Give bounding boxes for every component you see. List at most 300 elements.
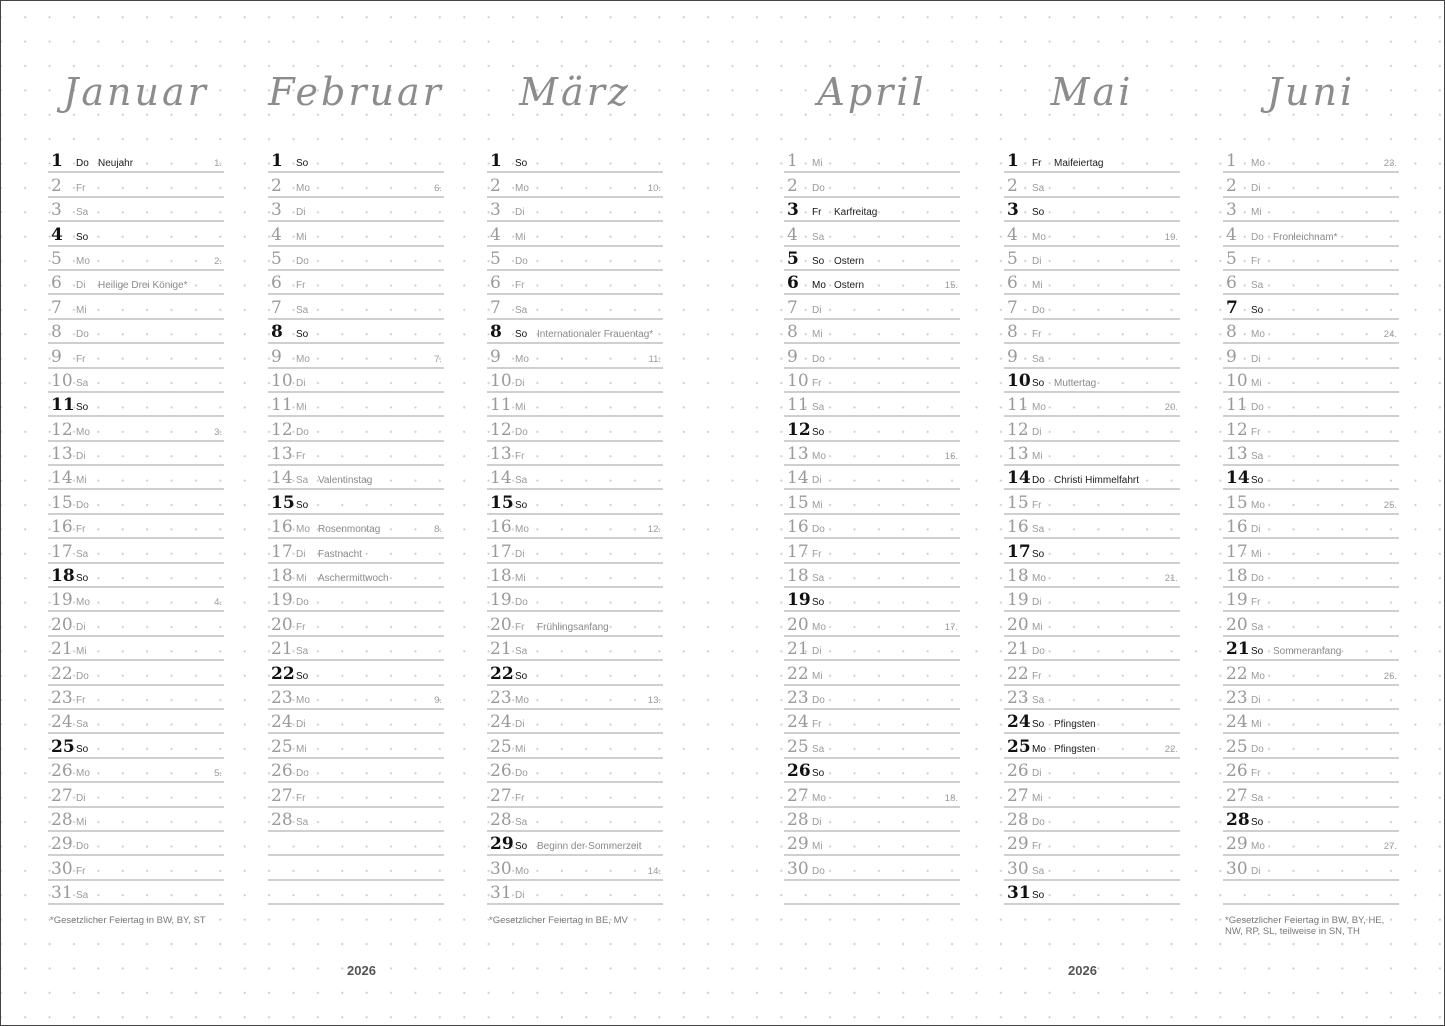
weekday-label: Fr — [1032, 670, 1042, 682]
day-number: 14 — [1226, 468, 1250, 489]
weekday-label: Di — [515, 890, 525, 902]
day-number: 25 — [271, 736, 293, 757]
weekday-label: So — [1032, 377, 1045, 389]
holiday-label: Aschermittwoch — [318, 573, 389, 585]
day-number: 2 — [1007, 175, 1018, 196]
day-row — [48, 881, 224, 905]
day-number: 18 — [51, 566, 75, 587]
day-number: 1 — [490, 151, 502, 172]
weekday-label: Do — [515, 768, 528, 780]
day-number: 11 — [51, 395, 75, 416]
day-number: 21 — [51, 639, 73, 660]
day-number: 18 — [490, 566, 512, 587]
day-row — [487, 320, 663, 344]
day-row — [48, 222, 224, 246]
day-row — [784, 222, 960, 246]
weekday-label: Sa — [296, 475, 309, 487]
day-number: 5 — [1007, 248, 1018, 269]
day-row — [1223, 612, 1399, 636]
day-row — [48, 588, 224, 612]
weekday-label: Sa — [1032, 524, 1045, 536]
weekday-label: Mi — [812, 158, 823, 170]
day-row — [48, 490, 224, 514]
day-number: 28 — [490, 809, 512, 830]
empty-day-row — [784, 881, 960, 905]
weekday-label: Sa — [1251, 621, 1264, 633]
day-number: 9 — [490, 346, 501, 367]
weekday-label: Di — [515, 377, 525, 389]
weekday-label: Mi — [296, 743, 307, 755]
day-number: 12 — [787, 419, 811, 440]
weekday-label: Do — [296, 768, 309, 780]
month-column-januar — [48, 57, 224, 926]
day-number: 12 — [1007, 419, 1029, 440]
day-row — [48, 466, 224, 490]
day-number: 27 — [490, 785, 512, 806]
month-title: Februar — [268, 70, 444, 114]
day-row — [784, 686, 960, 710]
day-row — [487, 759, 663, 783]
weekday-label: Sa — [76, 890, 89, 902]
day-number: 7 — [490, 297, 501, 318]
day-row — [487, 295, 663, 319]
day-row — [784, 149, 960, 173]
day-row — [784, 490, 960, 514]
day-row — [268, 686, 444, 710]
day-number: 16 — [787, 517, 809, 538]
day-number: 11 — [1226, 395, 1248, 416]
weekday-label: So — [1251, 816, 1264, 828]
day-row — [1004, 344, 1180, 368]
day-row — [1223, 271, 1399, 295]
weekday-label: Di — [1251, 353, 1261, 365]
weekday-label: Di — [812, 304, 822, 316]
day-row — [1223, 222, 1399, 246]
day-row — [1223, 564, 1399, 588]
weekday-label: Mo — [515, 524, 529, 536]
weekday-label: Sa — [296, 816, 309, 828]
day-number: 11 — [490, 395, 512, 416]
day-row — [1004, 222, 1180, 246]
weekday-label: Fr — [1032, 841, 1042, 853]
day-number: 23 — [51, 687, 73, 708]
day-number: 31 — [490, 883, 512, 904]
day-row — [1004, 564, 1180, 588]
day-number: 25 — [787, 736, 809, 757]
day-number: 23 — [1007, 687, 1029, 708]
day-number: 1 — [1226, 151, 1237, 172]
weekday-label: So — [76, 743, 89, 755]
weekday-label: Do — [76, 329, 89, 341]
day-row — [1004, 710, 1180, 734]
holiday-label: Christi Himmelfahrt — [1054, 475, 1140, 487]
week-number: 26. — [1383, 670, 1397, 682]
day-number: 13 — [271, 444, 293, 465]
day-number: 26 — [51, 761, 73, 782]
day-number: 12 — [490, 419, 512, 440]
day-number: 21 — [490, 639, 512, 660]
day-number: 26 — [1007, 761, 1029, 782]
weekday-label: Mo — [812, 451, 826, 463]
day-row — [784, 198, 960, 222]
day-row — [268, 466, 444, 490]
day-number: 3 — [1007, 200, 1019, 221]
day-row — [1004, 369, 1180, 393]
week-number: 20. — [1164, 402, 1178, 414]
weekday-label: Mo — [1032, 231, 1046, 243]
day-row — [1223, 320, 1399, 344]
weekday-label: Sa — [76, 548, 89, 560]
weekday-label: Di — [1032, 597, 1042, 609]
day-row — [48, 393, 224, 417]
day-row — [268, 393, 444, 417]
weekday-label: So — [1032, 548, 1045, 560]
day-row — [48, 564, 224, 588]
day-number: 25 — [1226, 736, 1248, 757]
day-row — [268, 271, 444, 295]
day-number: 1 — [787, 151, 798, 172]
day-row — [1004, 637, 1180, 661]
day-row — [1004, 417, 1180, 441]
day-row — [784, 515, 960, 539]
holiday-label: Frühlingsanfang — [537, 621, 609, 633]
weekday-label: Mo — [1032, 743, 1046, 755]
day-number: 8 — [271, 322, 283, 343]
day-number: 4 — [271, 224, 282, 245]
day-row — [487, 417, 663, 441]
weekday-label: Sa — [1251, 280, 1264, 292]
day-row — [268, 247, 444, 271]
day-number: 13 — [787, 444, 809, 465]
day-number: 23 — [271, 687, 293, 708]
weekday-label: Mi — [1251, 719, 1262, 731]
week-number: 5. — [214, 768, 222, 780]
week-number: 24. — [1383, 329, 1397, 341]
weekday-label: So — [515, 670, 528, 682]
day-number: 10 — [490, 370, 512, 391]
month-title: Juni — [1266, 70, 1356, 114]
day-row — [487, 369, 663, 393]
day-row — [784, 442, 960, 466]
weekday-label: Di — [515, 207, 525, 219]
day-number: 27 — [271, 785, 293, 806]
day-row — [48, 369, 224, 393]
day-row — [487, 466, 663, 490]
weekday-label: Fr — [1032, 329, 1042, 341]
weekday-label: Do — [296, 426, 309, 438]
weekday-label: Mo — [1251, 670, 1265, 682]
weekday-label: Sa — [1032, 182, 1045, 194]
day-row — [1004, 247, 1180, 271]
day-number: 5 — [1226, 248, 1237, 269]
day-row — [1004, 686, 1180, 710]
day-number: 15 — [1007, 492, 1029, 513]
weekday-label: Fr — [1251, 255, 1261, 267]
day-number: 16 — [1007, 517, 1029, 538]
day-number: 20 — [271, 614, 293, 635]
weekday-label: Fr — [515, 280, 525, 292]
day-number: 7 — [271, 297, 282, 318]
weekday-label: Sa — [76, 719, 89, 731]
day-number: 15 — [490, 492, 514, 513]
day-row — [1004, 466, 1180, 490]
day-row — [268, 588, 444, 612]
day-number: 18 — [787, 566, 809, 587]
day-number: 18 — [271, 566, 293, 587]
day-number: 2 — [787, 175, 798, 196]
day-number: 3 — [51, 200, 62, 221]
day-number: 14 — [490, 468, 512, 489]
weekday-label: So — [1032, 890, 1045, 902]
month-title: Januar — [63, 70, 209, 114]
week-number: 12. — [647, 524, 661, 536]
day-number: 14 — [787, 468, 809, 489]
empty-day-row — [268, 856, 444, 880]
day-row — [1004, 783, 1180, 807]
day-number: 9 — [1007, 346, 1018, 367]
year-label-left: 2026 — [347, 963, 376, 978]
holiday-label: Sommeranfang — [1273, 646, 1342, 658]
week-number: 25. — [1383, 499, 1397, 511]
weekday-label: Sa — [1032, 353, 1045, 365]
day-row — [487, 173, 663, 197]
holiday-label: Internationaler Frauentag* — [537, 329, 654, 341]
weekday-label: Fr — [515, 792, 525, 804]
weekday-label: Fr — [296, 280, 306, 292]
day-number: 28 — [1226, 809, 1250, 830]
day-number: 22 — [51, 663, 73, 684]
week-number: 4. — [214, 597, 222, 609]
day-row — [268, 344, 444, 368]
weekday-label: Do — [515, 597, 528, 609]
day-number: 19 — [51, 590, 73, 611]
day-number: 6 — [490, 273, 501, 294]
weekday-label: So — [1251, 646, 1264, 658]
weekday-label: So — [296, 670, 309, 682]
holiday-label: Valentinstag — [318, 475, 373, 487]
week-number: 11. — [648, 353, 661, 365]
day-number: 22 — [1007, 663, 1029, 684]
day-number: 5 — [51, 248, 62, 269]
holiday-label: Fronleichnam* — [1273, 231, 1338, 243]
weekday-label: Fr — [812, 548, 822, 560]
day-row — [487, 222, 663, 246]
day-row — [784, 734, 960, 758]
day-row — [1223, 808, 1399, 832]
holiday-label: Pfingsten — [1054, 743, 1096, 755]
day-number: 16 — [490, 517, 512, 538]
day-number: 7 — [1226, 297, 1238, 318]
day-row — [48, 515, 224, 539]
day-number: 29 — [1007, 834, 1029, 855]
weekday-label: Fr — [76, 694, 86, 706]
day-number: 14 — [51, 468, 73, 489]
day-row — [1004, 442, 1180, 466]
day-row — [268, 661, 444, 685]
day-row — [268, 198, 444, 222]
day-row — [487, 515, 663, 539]
day-row — [48, 173, 224, 197]
weekday-label: Mi — [76, 304, 87, 316]
day-number: 30 — [1007, 858, 1029, 879]
weekday-label: Mo — [1251, 329, 1265, 341]
day-row — [487, 539, 663, 563]
day-number: 24 — [1007, 712, 1031, 733]
weekday-label: Mo — [296, 353, 310, 365]
weekday-label: Do — [812, 182, 825, 194]
day-number: 12 — [1226, 419, 1248, 440]
day-number: 10 — [1226, 370, 1248, 391]
weekday-label: Mo — [515, 865, 529, 877]
weekday-label: Sa — [1032, 865, 1045, 877]
day-row — [1223, 783, 1399, 807]
weekday-label: So — [1032, 207, 1045, 219]
day-row — [487, 808, 663, 832]
day-row — [268, 320, 444, 344]
day-number: 26 — [787, 761, 811, 782]
weekday-label: So — [296, 158, 309, 170]
day-number: 24 — [787, 712, 809, 733]
day-number: 18 — [1226, 566, 1248, 587]
weekday-label: Do — [76, 841, 89, 853]
weekday-label: Do — [296, 255, 309, 267]
day-number: 10 — [51, 370, 73, 391]
day-row — [487, 247, 663, 271]
day-row — [784, 612, 960, 636]
day-row — [268, 564, 444, 588]
day-row — [1223, 369, 1399, 393]
day-row — [268, 149, 444, 173]
day-row — [1223, 734, 1399, 758]
weekday-label: Fr — [76, 182, 86, 194]
empty-day-row — [268, 881, 444, 905]
week-number: 6. — [434, 182, 442, 194]
day-row — [48, 808, 224, 832]
day-number: 16 — [1226, 517, 1248, 538]
weekday-label: Mi — [515, 573, 526, 585]
footnote: *Gesetzlicher Feiertag in BE, MV — [489, 915, 628, 927]
month-column-mai — [1004, 57, 1180, 915]
day-number: 8 — [1226, 322, 1237, 343]
weekday-label: Di — [1032, 255, 1042, 267]
weekday-label: Fr — [812, 207, 822, 219]
day-number: 4 — [1007, 224, 1018, 245]
day-row — [784, 808, 960, 832]
day-row — [1223, 515, 1399, 539]
day-row — [784, 369, 960, 393]
day-row — [784, 539, 960, 563]
day-number: 25 — [51, 736, 75, 757]
weekday-label: Mo — [515, 182, 529, 194]
empty-day-row — [268, 832, 444, 856]
weekday-label: Sa — [76, 207, 89, 219]
day-number: 12 — [271, 419, 293, 440]
day-number: 7 — [787, 297, 798, 318]
day-row — [487, 661, 663, 685]
day-row — [48, 734, 224, 758]
day-number: 17 — [51, 541, 73, 562]
weekday-label: Mo — [515, 353, 529, 365]
day-row — [48, 149, 224, 173]
weekday-label: Do — [1032, 475, 1045, 487]
day-number: 21 — [1007, 639, 1029, 660]
day-number: 2 — [51, 175, 62, 196]
day-row — [268, 417, 444, 441]
weekday-label: Mo — [76, 768, 90, 780]
day-row — [48, 759, 224, 783]
day-row — [1004, 808, 1180, 832]
holiday-label: Rosenmontag — [318, 524, 381, 536]
weekday-label: So — [76, 573, 89, 585]
day-number: 6 — [1007, 273, 1018, 294]
day-number: 15 — [51, 492, 73, 513]
day-row — [48, 539, 224, 563]
day-number: 16 — [271, 517, 293, 538]
weekday-label: Fr — [1251, 426, 1261, 438]
week-number: 22. — [1164, 743, 1178, 755]
day-number: 3 — [787, 200, 799, 221]
day-number: 22 — [1226, 663, 1248, 684]
day-row — [268, 734, 444, 758]
day-number: 1 — [1007, 151, 1019, 172]
day-row — [784, 295, 960, 319]
day-row — [48, 295, 224, 319]
day-number: 4 — [1226, 224, 1237, 245]
day-number: 9 — [1226, 346, 1237, 367]
day-number: 31 — [1007, 883, 1031, 904]
month-title: Mai — [1050, 70, 1134, 114]
day-number: 19 — [271, 590, 293, 611]
day-number: 1 — [271, 151, 283, 172]
day-row — [487, 198, 663, 222]
day-number: 29 — [490, 834, 514, 855]
weekday-label: Di — [76, 280, 86, 292]
weekday-label: Di — [296, 548, 306, 560]
day-row — [48, 832, 224, 856]
day-number: 4 — [490, 224, 501, 245]
day-row — [1004, 881, 1180, 905]
weekday-label: Di — [296, 377, 306, 389]
weekday-label: Do — [296, 597, 309, 609]
day-number: 6 — [51, 273, 62, 294]
weekday-label: Mi — [76, 816, 87, 828]
day-number: 10 — [787, 370, 809, 391]
weekday-label: Mo — [812, 280, 826, 292]
weekday-label: Di — [812, 816, 822, 828]
weekday-label: Di — [1251, 524, 1261, 536]
weekday-label: Sa — [1251, 451, 1264, 463]
holiday-label: Fastnacht — [318, 548, 362, 560]
day-row — [784, 393, 960, 417]
holiday-label: Heilige Drei Könige* — [98, 280, 188, 292]
week-number: 16. — [944, 451, 958, 463]
day-row — [1223, 856, 1399, 880]
week-number: 15. — [944, 280, 958, 292]
month-column-april — [784, 57, 960, 915]
day-row — [1004, 539, 1180, 563]
day-row — [268, 612, 444, 636]
day-number: 17 — [1007, 541, 1031, 562]
weekday-label: Sa — [515, 646, 528, 658]
day-number: 27 — [1007, 785, 1029, 806]
day-number: 13 — [1226, 444, 1248, 465]
day-number: 2 — [490, 175, 501, 196]
day-number: 8 — [51, 322, 62, 343]
day-list — [268, 149, 444, 905]
week-number: 23. — [1383, 158, 1397, 170]
weekday-label: Mo — [1032, 573, 1046, 585]
day-row — [268, 515, 444, 539]
